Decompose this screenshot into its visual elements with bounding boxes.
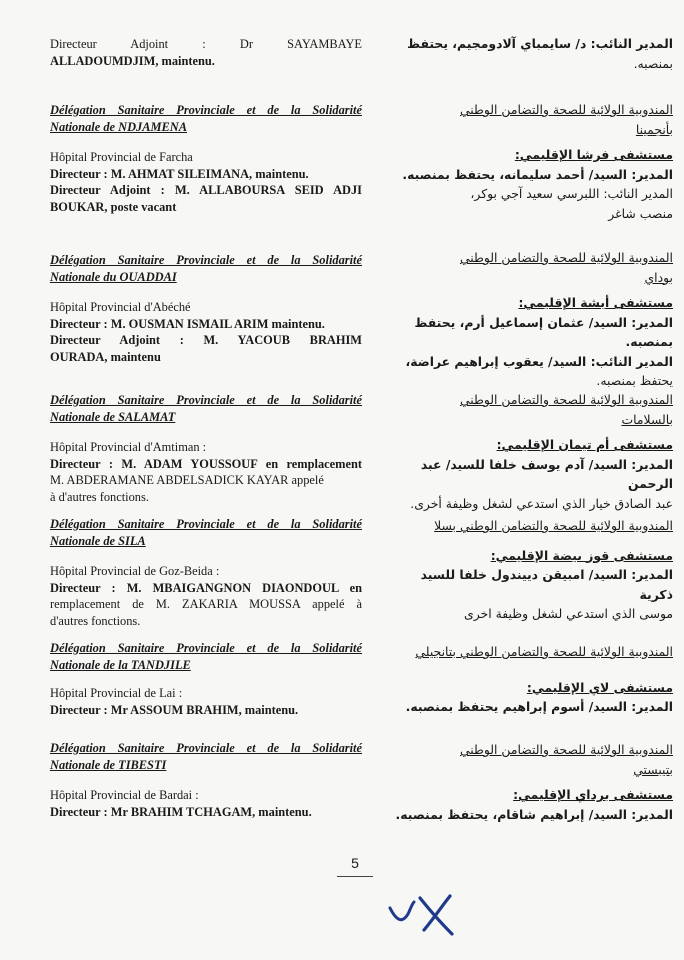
delegation-heading-2: Nationale du OUADDAI bbox=[50, 269, 177, 284]
ar-hospital-name: مستشفى قوز بيضة الإقليمي: bbox=[490, 547, 673, 563]
ar-deputy-line-2: يحتفظ بمنصبه. bbox=[596, 373, 673, 388]
ar-deputy-line-2: بمنصبه. bbox=[633, 55, 673, 71]
ar-director-line: المدير: السيد/ امبيقن دييندول خلفا للسيد ذكرية bbox=[420, 567, 673, 602]
ar-deputy-line: المدير النائب: السيد/ يعقوب إبراهيم عراضة، bbox=[405, 353, 673, 369]
ar-deputy-line: المدير النائب: د/ سايمباي آلادومجيم، يحتفظ bbox=[407, 36, 673, 51]
ar-director-line: المدير: السيد/ عثمان إسماعيل أرم، يحتفظ بمنصبه. bbox=[414, 314, 673, 349]
ar-section-salamat bbox=[385, 390, 673, 513]
fr-section-ouaddai bbox=[50, 252, 362, 365]
ar-hospital-name: مستشفى أم تيمان الإقليمي: bbox=[496, 437, 673, 452]
fr-deputy-line: Directeur Adjoint : Dr SAYAMBAYE bbox=[50, 37, 362, 51]
hospital-name: Hôpital Provincial de Goz-Beida : bbox=[50, 564, 220, 578]
ar-delegation-heading: المندوبية الولائية للصحة والتضامن الوطني بتانجيلي bbox=[415, 644, 673, 659]
fr-deputy-line-2: ALLADOUMDJIM, maintenu. bbox=[50, 53, 215, 68]
ar-director-line: المدير: السيد/ أسوم إبراهيم يحتفظ بمنصبه. bbox=[405, 699, 673, 714]
hospital-name: Hôpital Provincial d'Abéché bbox=[50, 300, 191, 314]
ar-hospital-name: مستشفى أبشة الإقليمي: bbox=[518, 295, 673, 310]
ar-director-line-2: عبد الصادق خيار الذي استدعي لشغل وظيفة أخرى. bbox=[410, 495, 673, 511]
ar-section-sila bbox=[385, 516, 673, 624]
ar-deputy-line-2: منصب شاغر bbox=[608, 205, 673, 221]
hospital-name: Hôpital Provincial de Lai : bbox=[50, 686, 183, 700]
fr-section-sila bbox=[50, 516, 362, 629]
delegation-heading-2: Nationale de SILA bbox=[50, 533, 146, 548]
deputy-director-line-2: BOUKAR, poste vacant bbox=[50, 199, 177, 214]
deputy-director-line: Directeur Adjoint : M. ALLABOURSA SEID ADJI bbox=[50, 183, 362, 197]
ar-director-line: المدير: السيد/ أحمد سليمانه، يحتفظ بمنصبه. bbox=[402, 166, 673, 182]
delegation-heading: Délégation Sanitaire Provinciale et de la Solidarité bbox=[50, 253, 362, 267]
director-line: Directeur : M. OUSMAN ISMAIL ARIM maintenu. bbox=[50, 316, 325, 331]
deputy-director-line: Directeur Adjoint : M. YACOUB BRAHIM bbox=[50, 333, 362, 347]
hospital-name: Hôpital Provincial de Farcha bbox=[50, 150, 193, 164]
ar-director-line-2: موسى الذي استدعي لشغل وظيفة اخرى bbox=[464, 606, 673, 621]
ar-delegation-heading-2: بتيبستي bbox=[633, 761, 673, 777]
director-line: Directeur : M. ADAM YOUSSOUF en remplacement bbox=[50, 456, 362, 471]
delegation-heading-2: Nationale de NDJAMENA bbox=[50, 119, 187, 134]
fr-section-ndjamena bbox=[50, 102, 362, 215]
ar-delegation-heading: المندوبية الولائية للصحة والتضامن الوطني bbox=[459, 250, 673, 265]
delegation-heading: Délégation Sanitaire Provinciale et de la Solidarité bbox=[50, 741, 362, 755]
delegation-heading: Délégation Sanitaire Provinciale et de la Solidarité bbox=[50, 103, 362, 117]
delegation-heading: Délégation Sanitaire Provinciale et de la Solidarité bbox=[50, 393, 362, 407]
ar-delegation-heading: المندوبية الولائية للصحة والتضامن الوطني بسلا bbox=[434, 518, 673, 533]
ar-delegation-heading-2: بوداي bbox=[644, 269, 673, 285]
fr-section-tandjile bbox=[50, 640, 362, 718]
ar-section-0 bbox=[385, 34, 673, 73]
ar-director-line: المدير: السيد/ إبراهيم شاقام، يحتفظ بمنصبه. bbox=[395, 806, 673, 822]
page-number: 5 bbox=[337, 852, 373, 877]
delegation-heading-2: Nationale de SALAMAT bbox=[50, 409, 176, 424]
ar-hospital-name: مستشفى برداي الإقليمي: bbox=[513, 787, 673, 802]
director-line-3: à d'autres fonctions. bbox=[50, 489, 149, 504]
delegation-heading: Délégation Sanitaire Provinciale et de la Solidarité bbox=[50, 641, 362, 655]
director-line: Directeur : Mr ASSOUM BRAHIM, maintenu. bbox=[50, 702, 299, 717]
delegation-heading: Délégation Sanitaire Provinciale et de la Solidarité bbox=[50, 517, 362, 531]
delegation-heading-2: Nationale de TIBESTI bbox=[50, 757, 167, 772]
fr-section-salamat bbox=[50, 392, 362, 505]
hospital-name: Hôpital Provincial d'Amtiman : bbox=[50, 440, 207, 454]
ar-delegation-heading: المندوبية الولائية للصحة والتضامن الوطني bbox=[459, 102, 673, 117]
hospital-name: Hôpital Provincial de Bardai : bbox=[50, 788, 199, 802]
ar-delegation-heading-2: بأنجمينا bbox=[635, 121, 673, 137]
handwritten-note-icon bbox=[386, 890, 458, 938]
director-line-2: M. ABDERAMANE ABDELSADICK KAYAR appelé bbox=[50, 473, 324, 487]
ar-director-line: المدير: السيد/ آدم يوسف خلفا للسيد/ عبد الرحمن bbox=[420, 456, 673, 491]
director-line-2: remplacement de M. ZAKARIA MOUSSA appelé à bbox=[50, 597, 362, 611]
ar-section-ouaddai bbox=[385, 248, 673, 391]
fr-section-0 bbox=[50, 36, 362, 69]
ar-delegation-heading-2: بالسلامات bbox=[621, 411, 673, 427]
director-line: Directeur : M. AHMAT SILEIMANA, maintenu. bbox=[50, 166, 309, 181]
deputy-director-line-2: OURADA, maintenu bbox=[50, 349, 161, 364]
director-line: Directeur : M. MBAIGANGNON DIAONDOUL en bbox=[50, 580, 362, 595]
ar-hospital-name: مستشفى فرشا الإقليمي: bbox=[514, 147, 673, 162]
ar-section-ndjamena bbox=[385, 100, 673, 223]
director-line-3: d'autres fonctions. bbox=[50, 613, 141, 628]
fr-section-tibesti bbox=[50, 740, 362, 820]
ar-delegation-heading: المندوبية الولائية للصحة والتضامن الوطني bbox=[459, 392, 673, 407]
ar-deputy-line: المدير النائب: اللبرسي سعيد آجي بوكر، bbox=[470, 186, 673, 201]
ar-delegation-heading: المندوبية الولائية للصحة والتضامن الوطني bbox=[459, 742, 673, 757]
ar-section-tibesti bbox=[385, 740, 673, 824]
delegation-heading-2: Nationale de la TANDJILE bbox=[50, 657, 191, 672]
ar-section-tandjile bbox=[385, 642, 673, 717]
director-line: Directeur : Mr BRAHIM TCHAGAM, maintenu. bbox=[50, 804, 312, 819]
ar-hospital-name: مستشفى لاي الإقليمي: bbox=[526, 679, 673, 695]
